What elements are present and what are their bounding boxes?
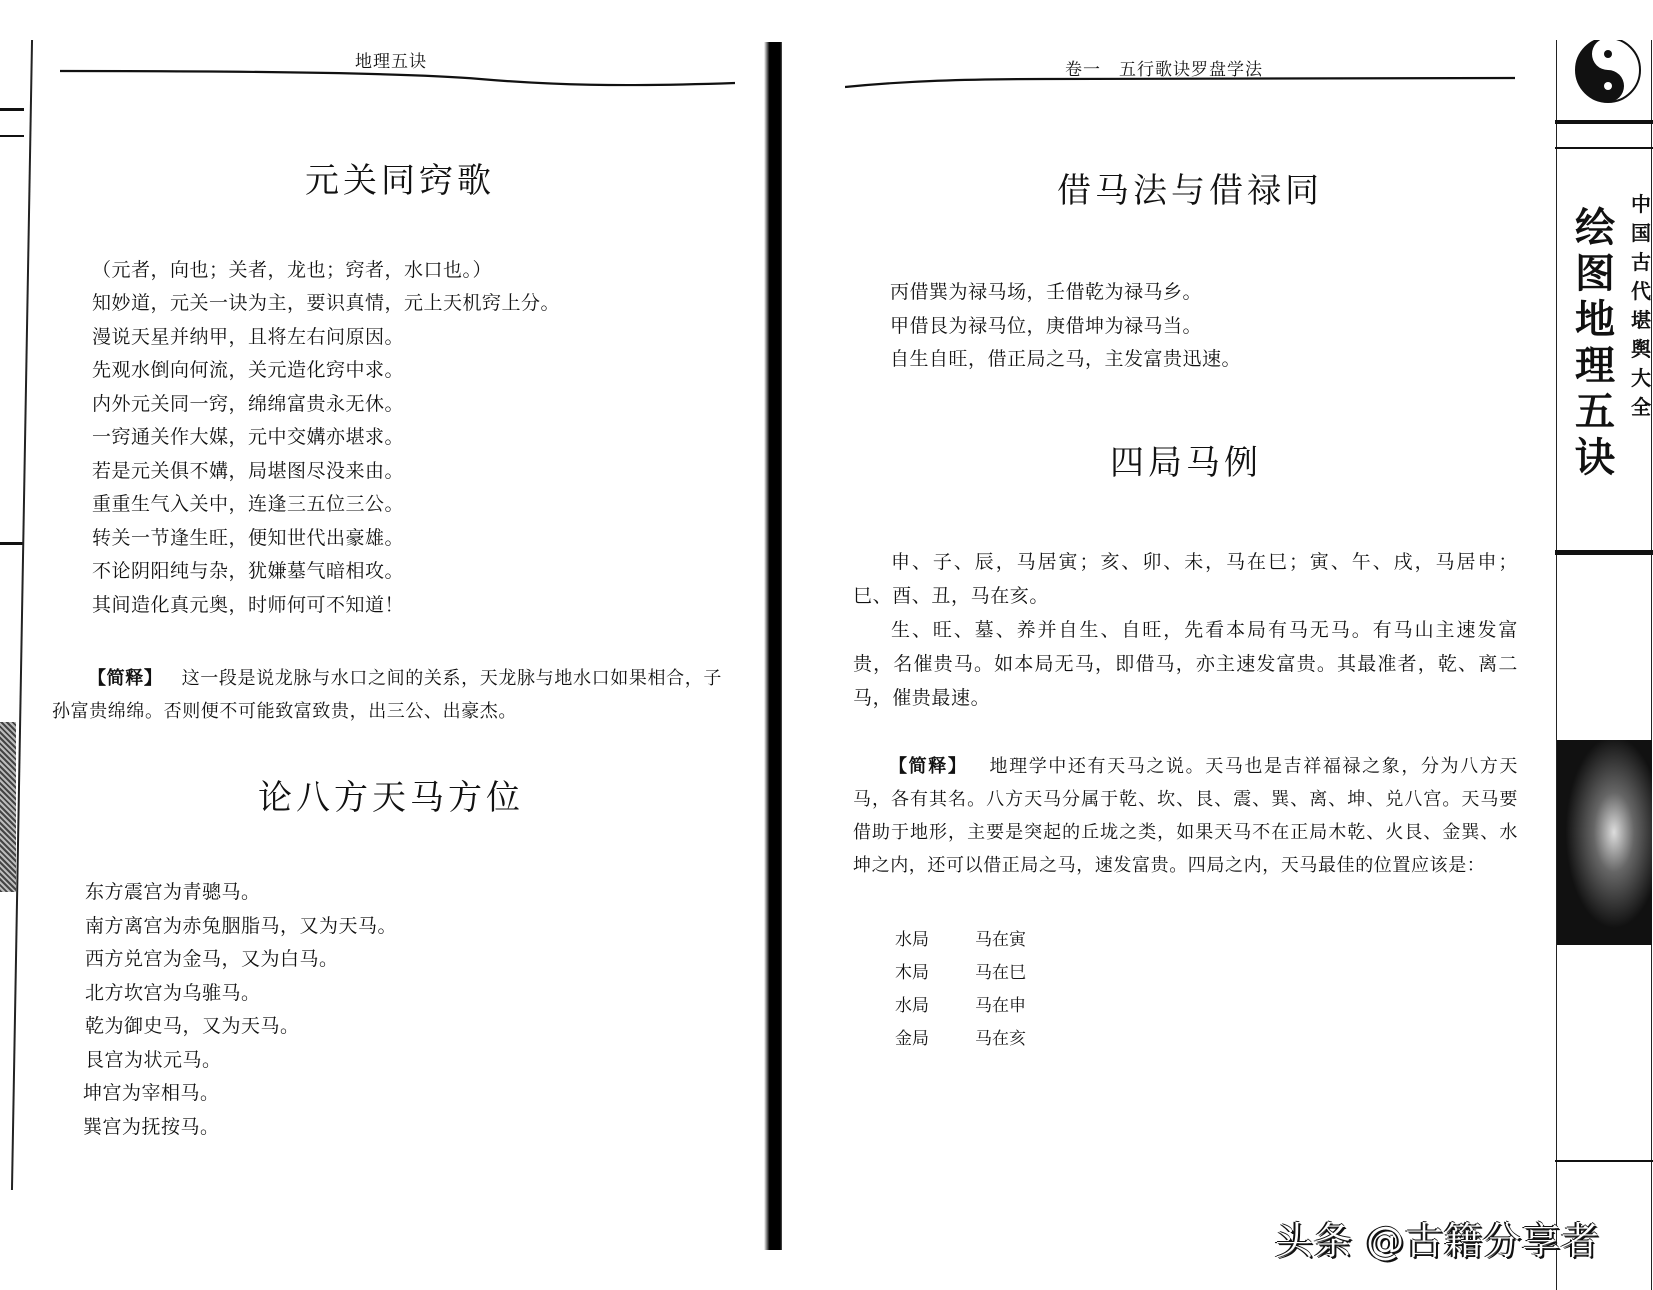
poem-line: 其间造化真元奥，时师何可不知道！ [92,594,405,616]
poem-line: 内外元关同一窍，绵绵富贵永无休。 [92,393,405,415]
left-page [40,35,740,1245]
list-item: 西方兑宫为金马，又为白马。 [85,948,339,970]
section-title: 借马法与借禄同 [1057,171,1323,211]
poem-line: 不论阴阳纯与杂，犹嫌墓气暗相攻。 [92,560,405,582]
table-row [895,958,1026,983]
ju-cell: 木局 [895,963,929,983]
edge-rule [0,135,24,137]
verse-line: 甲借艮为禄马位，庚借坤为禄马当。 [890,315,1203,337]
commentary-text: 这一段是说龙脉与水口之间的关系，天龙脉与地水口如果相合，子孙富贵绵绵。否则便不可能致富致贵，出三公、出豪杰。 [52,668,722,722]
poem-line: 一窍通关作大媒，元中交媾亦堪求。 [92,426,405,448]
ma-cell: 马在申 [975,996,1026,1016]
cover-rule [1555,550,1653,555]
ju-cell: 金局 [895,1029,929,1049]
ma-cell: 马在巳 [975,963,1026,983]
section-title: 元关同窍歌 [305,161,495,201]
cover-subtitle: 中国古代堪舆大全 [1631,192,1651,419]
book-gutter [764,42,782,1250]
edge-rule [0,108,24,111]
yin-yang-icon [1573,40,1643,110]
table-row [895,925,1026,950]
commentary-label: 【简释】 [88,668,163,689]
table-row [895,1024,1026,1049]
ma-cell: 马在亥 [975,1029,1026,1049]
commentary [52,662,722,728]
list-item: 乾为御史马，又为天马。 [85,1015,300,1037]
paragraph: 生、旺、墓、养并自生、自旺，先看本局有马无马。有马山主速发富贵，名催贵马。如本局无马，即借马，亦主速发富贵。其最准者，乾、离二马，催贵最速。 [853,619,1518,709]
book-cover-strip [1555,40,1653,1290]
list-item: 艮宫为状元马。 [85,1049,222,1071]
section-title: 论八方天马方位 [258,778,524,818]
verse-line: 自生自旺，借正局之马，主发富贵迅速。 [890,348,1242,370]
header-rule [60,65,735,90]
ju-cell: 水局 [895,996,929,1016]
commentary-text: 地理学中还有天马之说。天马也是吉祥福禄之象，分为八方天马，各有其名。八方天马分属于乾、坎、艮、震、巽、离、坤、兑八宫。天马要借助于地形，主要是突起的丘垅之类，如果天马不在正局木乾、火艮、金巽、水坤之内，还可以借正局之马，速发富贵。四局之内，天马最佳的位置应该是： [853,756,1518,876]
running-head: 地理五诀 [355,52,427,72]
list-item: 北方坎宫为乌骓马。 [85,982,261,1004]
commentary [853,750,1518,882]
previous-page-edge [0,40,24,1190]
right-page [845,35,1535,1245]
header-rule [845,75,1515,95]
paragraph: 申、子、辰，马居寅；亥、卯、未，马在巳；寅、午、戌，马居申；巳、酉、丑，马在亥。 [853,551,1518,607]
poem-line: 转关一节逢生旺，便知世代出豪雄。 [92,527,405,549]
ju-cell: 水局 [895,930,929,950]
cover-rule [1555,120,1653,124]
poem-line: 先观水倒向何流，关元造化窍中求。 [92,359,405,381]
poem-line: 知妙道，元关一诀为主，要识真情，元上天机窍上分。 [92,292,561,314]
edge-border [11,40,33,1190]
poem-line: 重重生气入关中，连逢三五位三公。 [92,493,405,515]
verse-line: 丙借巽为禄马场，壬借乾为禄马乡。 [890,281,1203,303]
cover-rule [1555,1160,1653,1162]
poem-line: （元者，向也；关者，龙也；窍者，水口也。） [92,259,493,281]
ma-cell: 马在寅 [975,930,1026,950]
cover-border [1556,40,1557,1290]
list-item: 南方离宫为赤兔胭脂马，又为天马。 [85,915,398,937]
edge-image [0,722,16,892]
list-item: 坤宫为宰相马。 [83,1082,220,1104]
poem-line: 漫说天星并纳甲，且将左右问原因。 [92,326,405,348]
list-item: 东方震宫为青骢马。 [85,881,261,903]
cover-title: 绘图地理五诀 [1575,205,1615,481]
poem-line: 若是元关俱不媾，局堪图尽没来由。 [92,460,405,482]
commentary-label: 【简释】 [889,756,968,777]
section-title: 四局马例 [1110,443,1262,483]
list-item: 巽宫为抚按马。 [83,1116,220,1138]
cover-rule [1555,147,1653,149]
buddha-image [1557,740,1652,945]
running-head: 卷一 五行歌诀罗盘学法 [1065,60,1263,80]
edge-rule [0,542,24,545]
table-row [895,991,1026,1016]
watermark: 头条 @古籍分享者 [1275,1219,1601,1263]
